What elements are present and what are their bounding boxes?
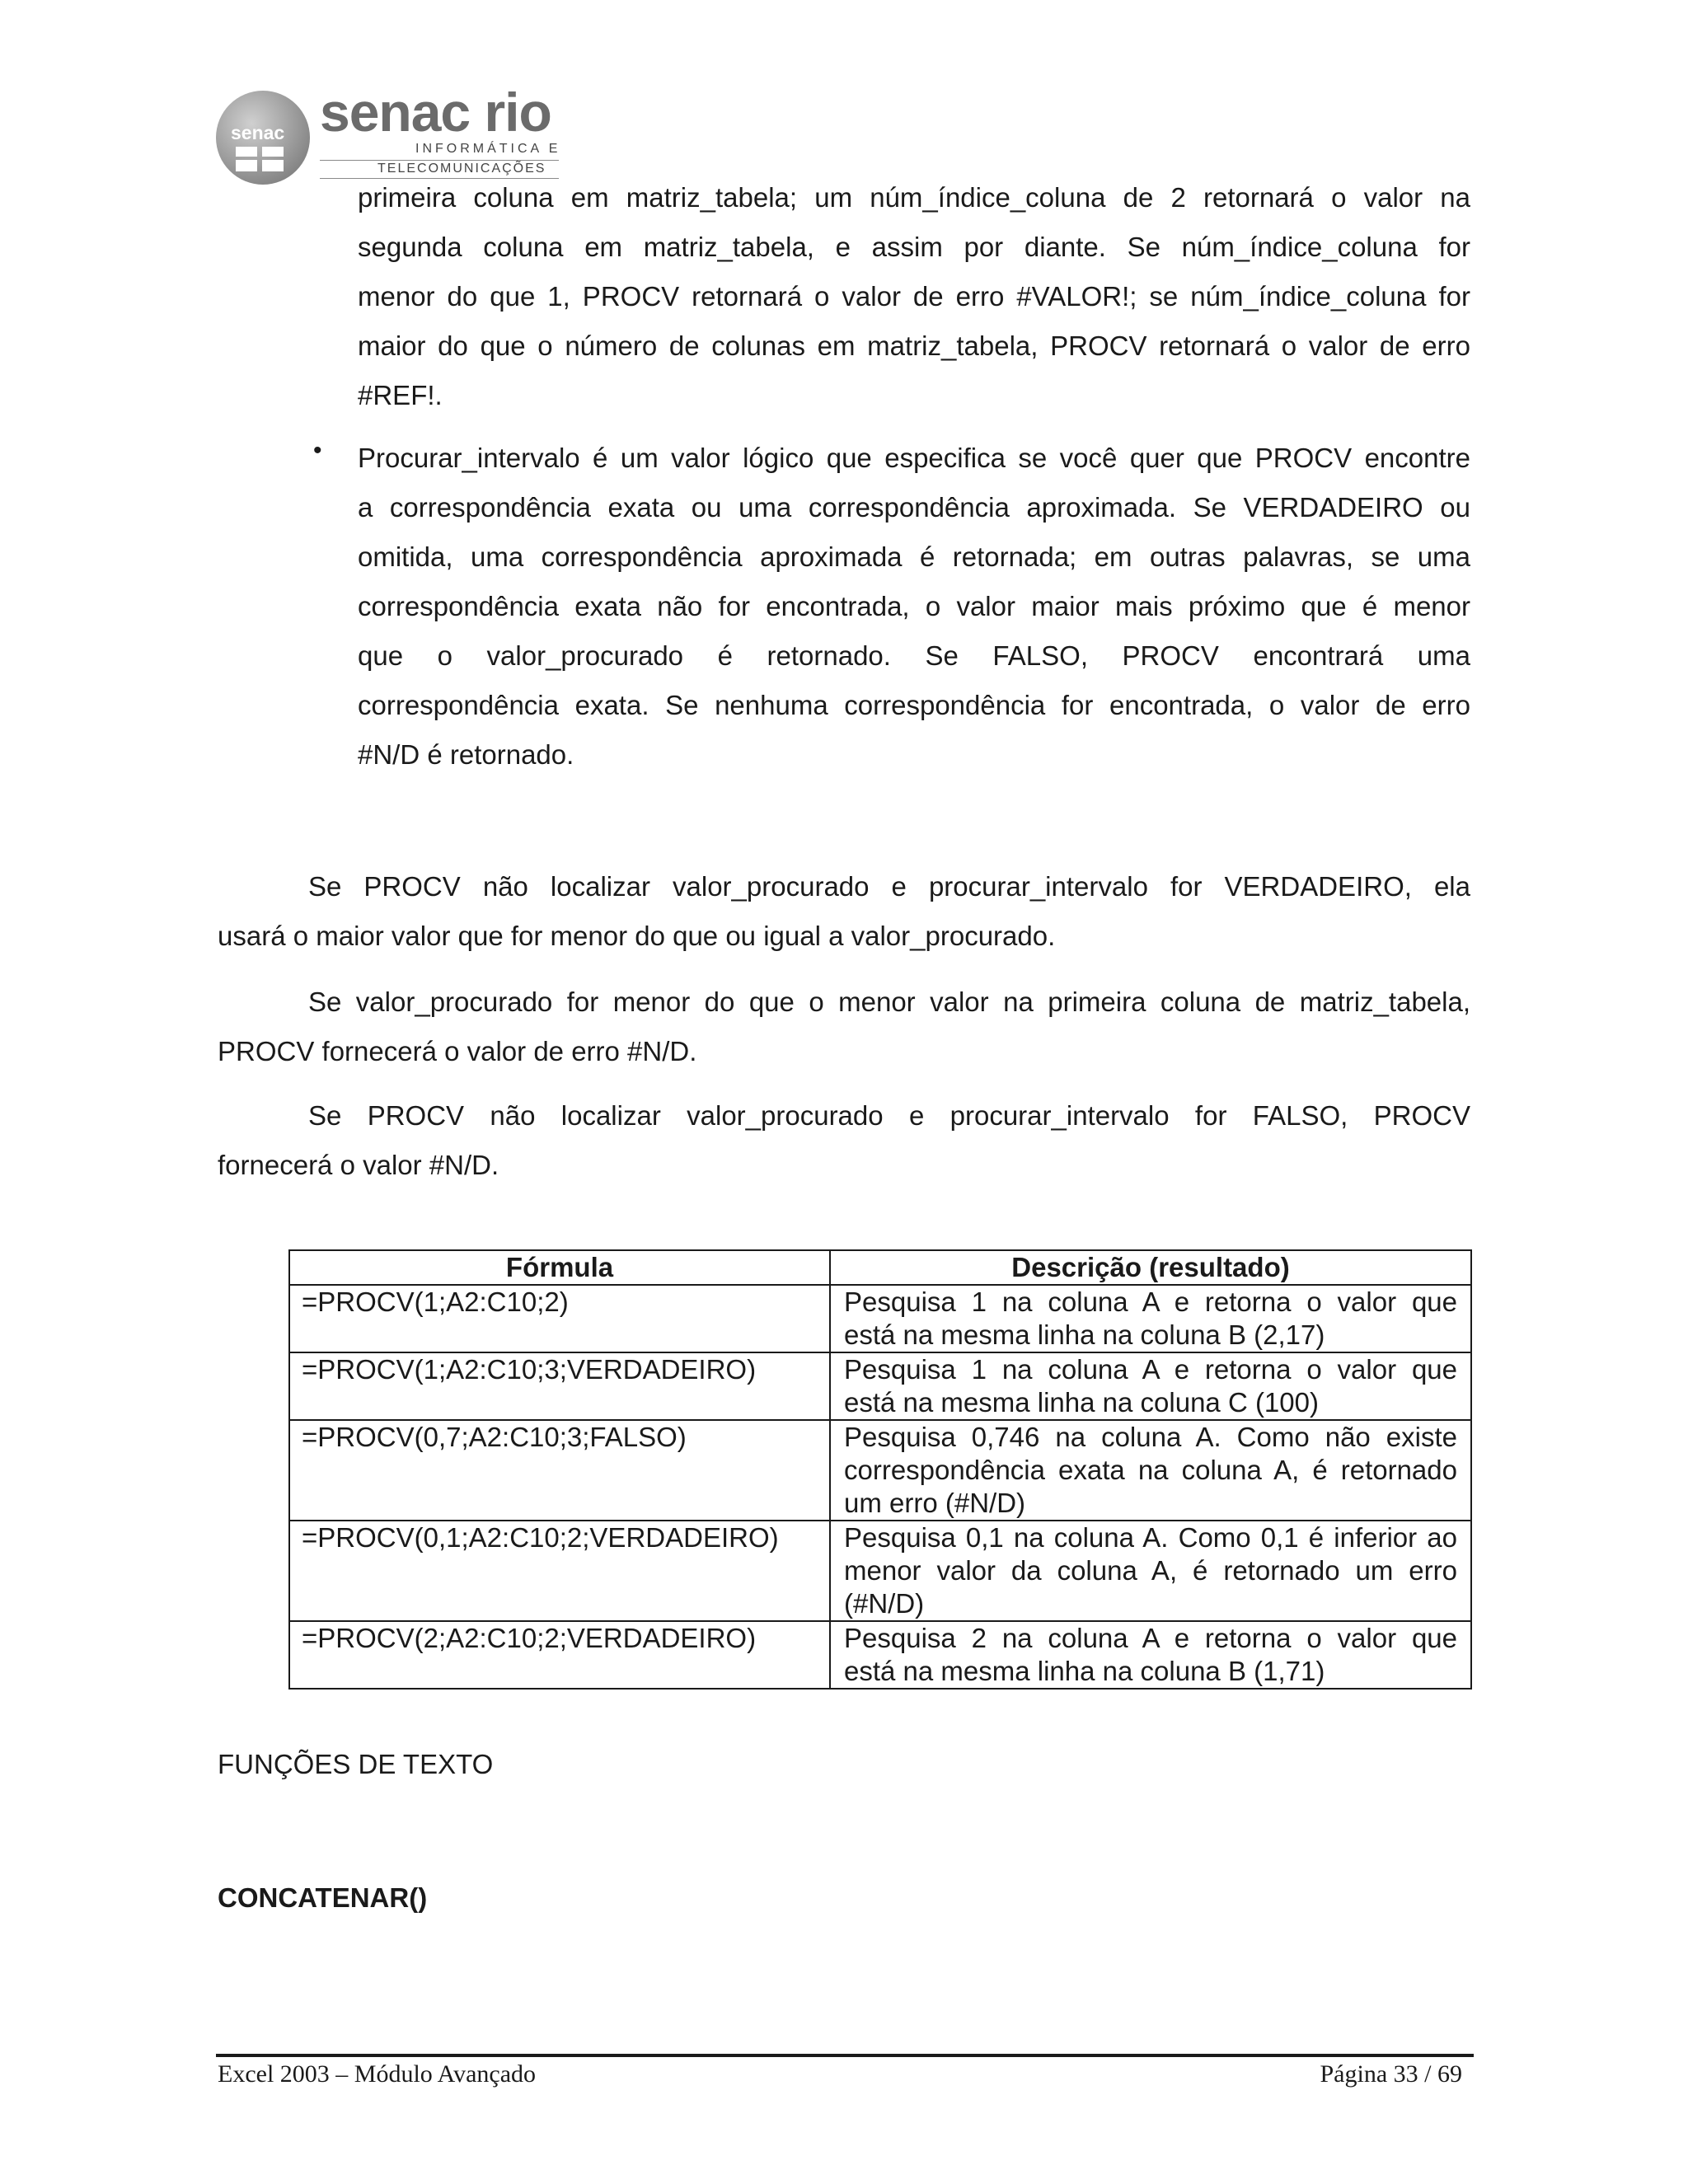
formula-cell: =PROCV(0,1;A2:C10;2;VERDADEIRO) — [289, 1521, 830, 1621]
text-line: Procurar_intervalo é um valor lógico que especifica se você quer que PROCV encontre — [358, 443, 1470, 473]
footer-document-title: Excel 2003 – Módulo Avançado — [218, 2060, 537, 2088]
text-line: que o valor_procurado é retornado. Se FALSO, PROCV encontrará uma — [358, 640, 1470, 671]
text-line: fornecerá o valor #N/D. — [218, 1150, 499, 1180]
column-header-formula: Fórmula — [289, 1250, 830, 1285]
formula-cell: =PROCV(1;A2:C10;2) — [289, 1285, 830, 1352]
section-title: FUNÇÕES DE TEXTO — [218, 1749, 494, 1779]
bullet-paragraph — [358, 434, 1470, 780]
text-line: menor do que 1, PROCV retornará o valor de erro #VALOR!; se núm_índice_coluna for — [358, 281, 1470, 312]
text-line: correspondência exata não for encontrada, o valor maior mais próximo que é menor — [358, 591, 1470, 621]
table-row — [289, 1420, 1471, 1521]
footer-divider — [216, 2054, 1474, 2057]
logo-subtitle-2: TELECOMUNICAÇÕES — [377, 162, 546, 176]
text-line: usará o maior valor que for menor do que ou igual a valor_procurado. — [218, 921, 1056, 951]
paragraph-3 — [218, 1091, 1470, 1190]
logo-badge-text: senac — [231, 122, 285, 143]
text-line: #REF!. — [358, 380, 443, 410]
column-header-description: Descrição (resultado) — [830, 1250, 1471, 1285]
description-cell: Pesquisa 0,1 na coluna A. Como 0,1 é inferior ao menor valor da coluna A, é retornado um erro (#N/D) — [830, 1521, 1471, 1621]
text-line: #N/D é retornado. — [358, 739, 574, 770]
continuation-paragraph — [358, 173, 1470, 420]
table-row — [289, 1352, 1471, 1420]
logo-name: senac rio — [320, 82, 551, 143]
text-line: PROCV fornecerá o valor de erro #N/D. — [218, 1036, 697, 1066]
bullet-icon: • — [313, 437, 322, 464]
paragraph-2 — [218, 977, 1470, 1076]
text-line: correspondência exata. Se nenhuma correspondência for encontrada, o valor de erro — [358, 690, 1470, 720]
function-title: CONCATENAR() — [218, 1882, 428, 1913]
description-cell: Pesquisa 2 na coluna A e retorna o valor que está na mesma linha na coluna B (1,71) — [830, 1621, 1471, 1689]
table-row — [289, 1621, 1471, 1689]
formula-cell: =PROCV(1;A2:C10;3;VERDADEIRO) — [289, 1352, 830, 1420]
table-header-row — [289, 1250, 1471, 1285]
text-line: Se valor_procurado for menor do que o menor valor na primeira coluna de matriz_tabela, — [308, 987, 1470, 1017]
logo-subtitle-1: INFORMÁTICA E — [415, 142, 561, 156]
text-line: maior do que o número de colunas em matriz_tabela, PROCV retornará o valor de erro — [358, 330, 1470, 361]
footer-page-number: Página 33 / 69 — [1320, 2060, 1462, 2088]
formula-cell: =PROCV(2;A2:C10;2;VERDADEIRO) — [289, 1621, 830, 1689]
description-cell: Pesquisa 0,746 na coluna A. Como não existe correspondência exata na coluna A, é retornado um erro (#N/D) — [830, 1420, 1471, 1521]
text-line: Se PROCV não localizar valor_procurado e procurar_intervalo for FALSO, PROCV — [308, 1100, 1470, 1131]
senac-rio-logo — [216, 82, 562, 185]
text-line: omitida, uma correspondência aproximada é retornada; em outras palavras, se uma — [358, 541, 1470, 572]
table-row — [289, 1285, 1471, 1352]
text-line: primeira coluna em matriz_tabela; um núm_índice_coluna de 2 retornará o valor na — [358, 182, 1470, 213]
description-cell: Pesquisa 1 na coluna A e retorna o valor que está na mesma linha na coluna B (2,17) — [830, 1285, 1471, 1352]
text-line: Se PROCV não localizar valor_procurado e procurar_intervalo for VERDADEIRO, ela — [308, 871, 1470, 902]
procv-examples-table — [288, 1249, 1472, 1690]
table-row — [289, 1521, 1471, 1621]
text-line: a correspondência exata ou uma correspondência aproximada. Se VERDADEIRO ou — [358, 492, 1470, 523]
text-line: segunda coluna em matriz_tabela, e assim por diante. Se núm_índice_coluna for — [358, 232, 1470, 262]
description-cell: Pesquisa 1 na coluna A e retorna o valor que está na mesma linha na coluna C (100) — [830, 1352, 1471, 1420]
formula-cell: =PROCV(0,7;A2:C10;3;FALSO) — [289, 1420, 830, 1521]
paragraph-1 — [218, 862, 1470, 961]
senac-badge-icon — [216, 91, 310, 185]
